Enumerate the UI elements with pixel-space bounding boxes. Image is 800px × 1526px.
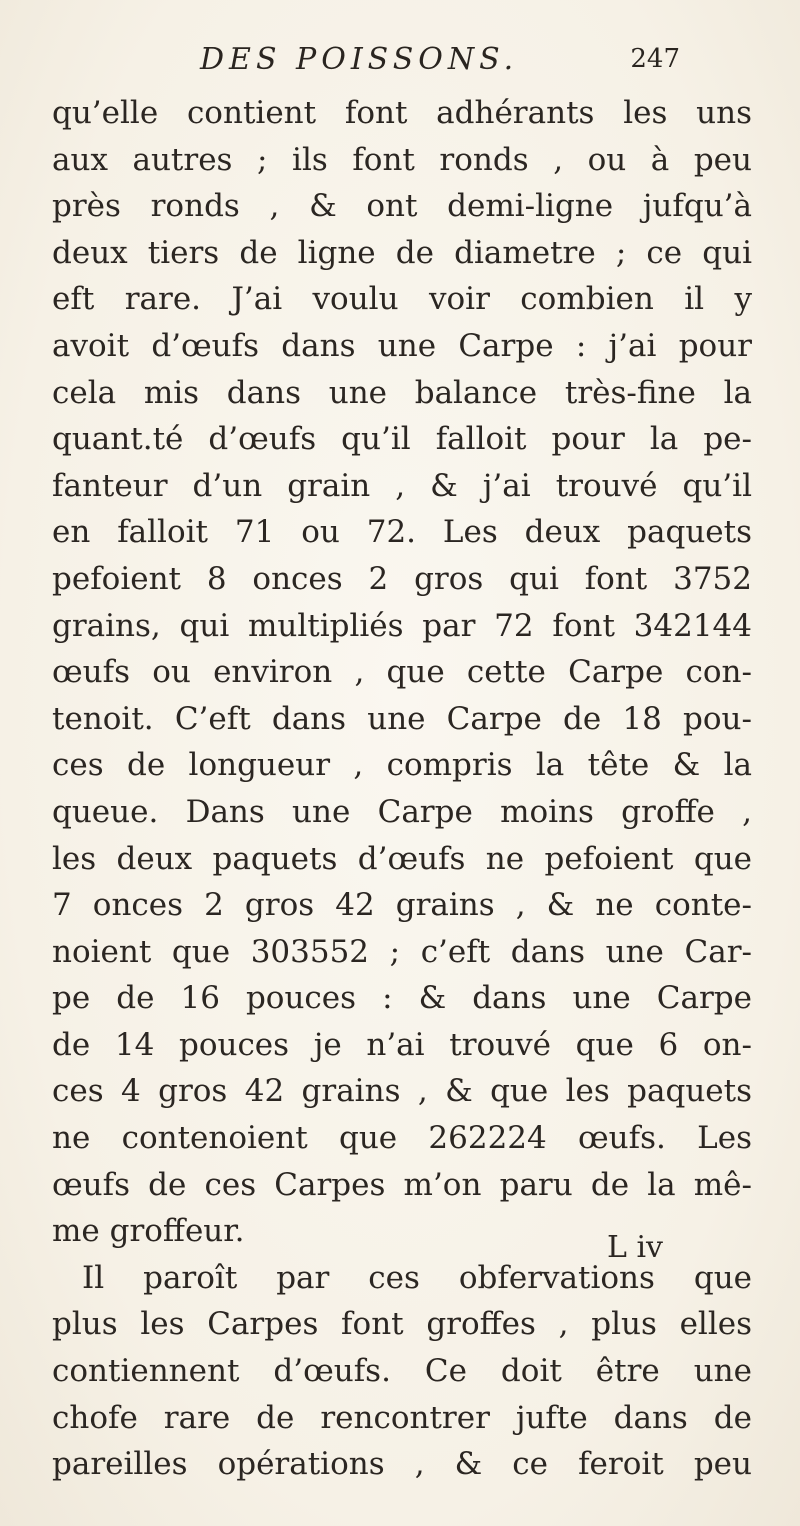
page-number: 247 [630, 44, 680, 74]
text-line: deux tiers de ligne de diametre ; ce qui [52, 234, 752, 271]
text-line: pefoient 8 onces 2 gros qui font 3752 [52, 560, 752, 597]
running-head: DES POISSONS. [200, 42, 519, 77]
text-line: aux autres ; ils font ronds , ou à peu [52, 141, 752, 178]
paragraph-start-line: Il paroît par ces obfervations que [82, 1259, 752, 1296]
text-line: quant.té d’œufs qu’il falloit pour la pe- [52, 421, 752, 458]
text-line: 7 onces 2 gros 42 grains , & ne conte- [52, 887, 752, 924]
text-line: avoit d’œufs dans une Carpe : j’ai pour [52, 327, 752, 364]
text-line: ne contenoient que 262224 œufs. Les [52, 1120, 752, 1157]
text-line: de 14 pouces je n’ai trouvé que 6 on- [52, 1026, 752, 1063]
text-line: contiennent d’œufs. Ce doit être une [52, 1353, 752, 1390]
text-line: grains, qui multipliés par 72 font 342144 [52, 607, 752, 644]
text-line: noient que 303552 ; c’eft dans une Car- [52, 933, 752, 970]
text-line: pe de 16 pouces : & dans une Carpe [52, 980, 752, 1017]
text-line: œufs ou environ , que cette Carpe con- [52, 654, 752, 691]
text-line: ces de longueur , compris la tête & la [52, 747, 752, 784]
text-line: cela mis dans une balance très-fine la [52, 374, 752, 411]
text-line: fanteur d’un grain , & j’ai trouvé qu’il [52, 467, 752, 504]
text-line: œufs de ces Carpes m’on paru de la mê- [52, 1166, 752, 1203]
text-line: qu’elle contient font adhérants les uns [52, 95, 752, 131]
text-line: près ronds , & ont demi-ligne jufqu’à [52, 188, 752, 225]
text-line: tenoit. C’eft dans une Carpe de 18 pou- [52, 700, 752, 737]
text-line: chofe rare de rencontrer jufte dans de [52, 1399, 752, 1436]
text-line: les deux paquets d’œufs ne pefoient que [52, 840, 752, 877]
text-line: queue. Dans une Carpe moins groffe , [52, 793, 752, 830]
text-line: en falloit 71 ou 72. Les deux paquets [52, 514, 752, 551]
catchword: L iv [607, 1230, 664, 1265]
body-text [52, 90, 752, 1488]
text-line: ces 4 gros 42 grains , & que les paquets [52, 1073, 752, 1110]
page-header [200, 42, 680, 90]
text-line: plus les Carpes font groffes , plus elles [52, 1306, 752, 1343]
text-line: eft rare. J’ai voulu voir combien il y [52, 281, 752, 318]
text-line: pareilles opérations , & ce feroit peu [52, 1446, 752, 1483]
paragraph-end-line: me groffeur. [52, 1213, 245, 1250]
